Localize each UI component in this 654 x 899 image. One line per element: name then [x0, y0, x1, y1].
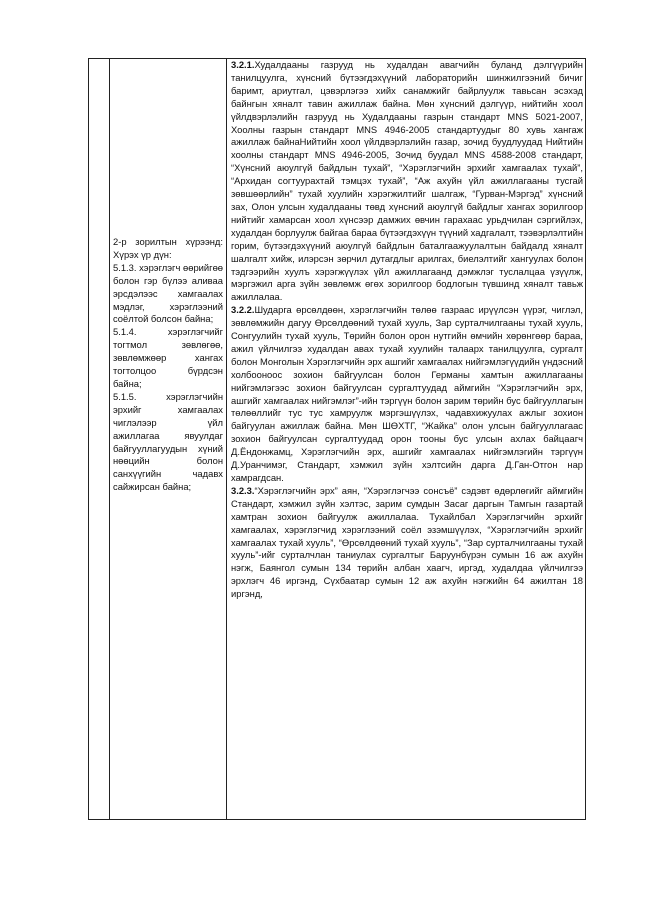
- goal-title: 2-р зорилтын хүрээнд:: [113, 236, 223, 247]
- result-item-514: 5.1.4. хэрэглэгчийг тогтмол зөвлөгөө, зөвлөмжөөр хангах тогтолцоо бүрдсэн байна;: [113, 326, 223, 389]
- paragraph-321: [231, 59, 583, 304]
- result-label: Хүрэх үр дүн:: [113, 248, 172, 260]
- column-divider-2: [226, 59, 227, 819]
- paragraph-322-number: 3.2.2.: [231, 304, 255, 316]
- activity-column: [231, 59, 583, 601]
- paragraph-323-number: 3.2.3.: [231, 484, 255, 496]
- paragraph-321-text: Худалдааны газрууд нь худалдан авагчийн буланд дэлгүүрийн танилцуулга, хүнсний бүтээгдэхүүний лабораторийн шинжилгээний бичиг баримт, ариутгал, цэвэрлэгээ хийх санамжийг байрлуулж тавьсан эсэхэд байнгын хяналт тавин ажиллаж байна. Мөн хүнсний дэлгүүр, нийтийн хоол үйлдвэрлэлийн газрууд нь Худалдааны газрын стандарт MNS 5021-2007, Хоолны газрын стандарт MNS 4946-2005 стандартуудыг 80 хувь хангаж ажиллаж байнаНийтийн хоол үйлдвэрлэлийн газар, зочид буудлуудад Нийтийн хоолны стандарт MNS 4946-2005, Зочид буудал MNS 4588-2008 стандарт, “Хүнсний аюулгүй байдлын тухай”, “Хэрэглэгчийн эрхийг хамгаалах тухай”, “Архидан согтуурахтай тэмцэх тухай”, “Аж ахуйн үйл ажиллагааны тусгай зөвшөөрлийн” тухай хуулийн хэрэгжилтийг шалгаж, “Гурван-Мэргэд” хүнсний зах, Олон улсын худалдааны төвд хүнсний аюулгүй байдлыг хангах зорилгоор нийтийг хамарсан хоол хүнсээр дамжих өвчин гарахаас урьдчилан сэргийлэх, худалдан борлуулж байгаа бараа бүтээгдэхүүн түүний хадгалалт, тээвэрлэлтийн горим, бүтээгдэхүүний аюулгүй байдлын баталгаажуулалтын байдалд хяналт шалгалт хийж, илэрсэн зөрчил дутагдлыг арилгах, биелэлтийг хангуулах болон тэдгээрийн хуулъ хэрэгжүүлэх үйл ажиллагаанд дэмжлэг туслалцаа үзүүлж, мэргэжил арга зүйн зөвлөмж өгөх зорилгоор бодлогын түвшинд хяналт тавьж ажиллалаа.: [231, 59, 583, 303]
- paragraph-322-text: Шударга өрсөлдөөн, хэрэглэгчийн төлөө газраас ирүүлсэн үүрэг, чиглэл, зөвлөмжийн дагуу Өрсөлдөөний тухай хууль, Зар сурталчилгааны тухай хууль, Сонгуулийн тухай хууль, Төрийн болон орон нутгийн өмчийн хөрөнгөөр бараа, ажил үйлчилгээ худалдан авах тухай хуулийн талаарх танилцуулга, сургалт болон Монголын Хэрэглэгчийн эрх ашгийг хамгаалах нийгэмлэгүүдийн үндэсний холбооноос зохион байгуулсан болон Германы хамтын ажиллагааны нийгэмлэгээс зохион байгуулсан сургалтуудад аймгийн “Хэрэглэгчийн эрх, ашгийг хамгаалах нийгэмлэг”-ийн тэргүүн болон зарим төрийн бус байгууллагын төлөөллийг тус тус хамруулж мэргэшүүлэх, чадавхижуулах ажлыг зохион байгуулан ажиллаж байна. Мөн ШӨХТГ, “Жайка” олон улсын байгууллагаас зохион байгуулсан сургалтуудад орон тооны бус улсын ахлах байцаагч Д.Ёндонжамц, Хэрэглэгчийн эрх, ашгийг хамгаалах нийгэмлэгийн тэргүүн Д.Уранчимэг, Стандарт, хэмжил зүйн хэлтсийн дарга Д.Ган-Отгон нар хамрагдсан.: [231, 304, 583, 483]
- report-table: [88, 58, 586, 820]
- paragraph-323: [231, 485, 583, 601]
- result-item-515: 5.1.5. хэрэглэгчийн эрхийг хамгаалах чиглэлээр үйл ажиллагаа явуулдаг байгууллагуудын хүний нөөцийн болон санхүүгийн чадавх сайжирсан байна;: [113, 390, 223, 493]
- paragraph-322: [231, 304, 583, 485]
- paragraph-323-text: “Хэрэглэгчийн эрх” аян, “Хэрэглэгчээ сонсъё” сэдэвт өдөрлөгийг аймгийн Стандарт, хэмжил зүйн хэлтэс, зарим сумдын Засаг даргын Тамгын газартай хамтран зохион байгуулж ажиллалаа. Тухайлбал Хэрэглэгчийн эрхийг хамгаалах, хэрэглэгчид хэрэглээний соёл эзэмшүүлэх, “Хэрэглэгчийн эрхийг хамгаалах тухай хууль”, “Өрсөлдөөний тухай хууль”, “Зар сурталчилгааны тухай хууль”-ийг сурталчлан таниулах сургалтыг Баруунбүрэн сумын 16 аж ахуйн нэгж, Баянгол сумын 134 төрийн албан хаагч, иргэд, худалдаа үйлчилгээ эрхлэгч 46 иргэнд, Сүхбаатар сумын 12 аж ахуйн нэгжийн 64 ажилтан 18 иргэнд,: [231, 484, 583, 600]
- paragraph-321-number: 3.2.1.: [231, 59, 255, 70]
- goal-column: [113, 236, 223, 494]
- result-item-513: 5.1.3. хэрэглэгч өөрийгөө болон гэр бүлээ аливаа эрсдэлээс хамгаалах мэдлэг, хэрэглээний соёлтой болсон байна;: [113, 261, 223, 325]
- column-divider-1: [109, 59, 110, 819]
